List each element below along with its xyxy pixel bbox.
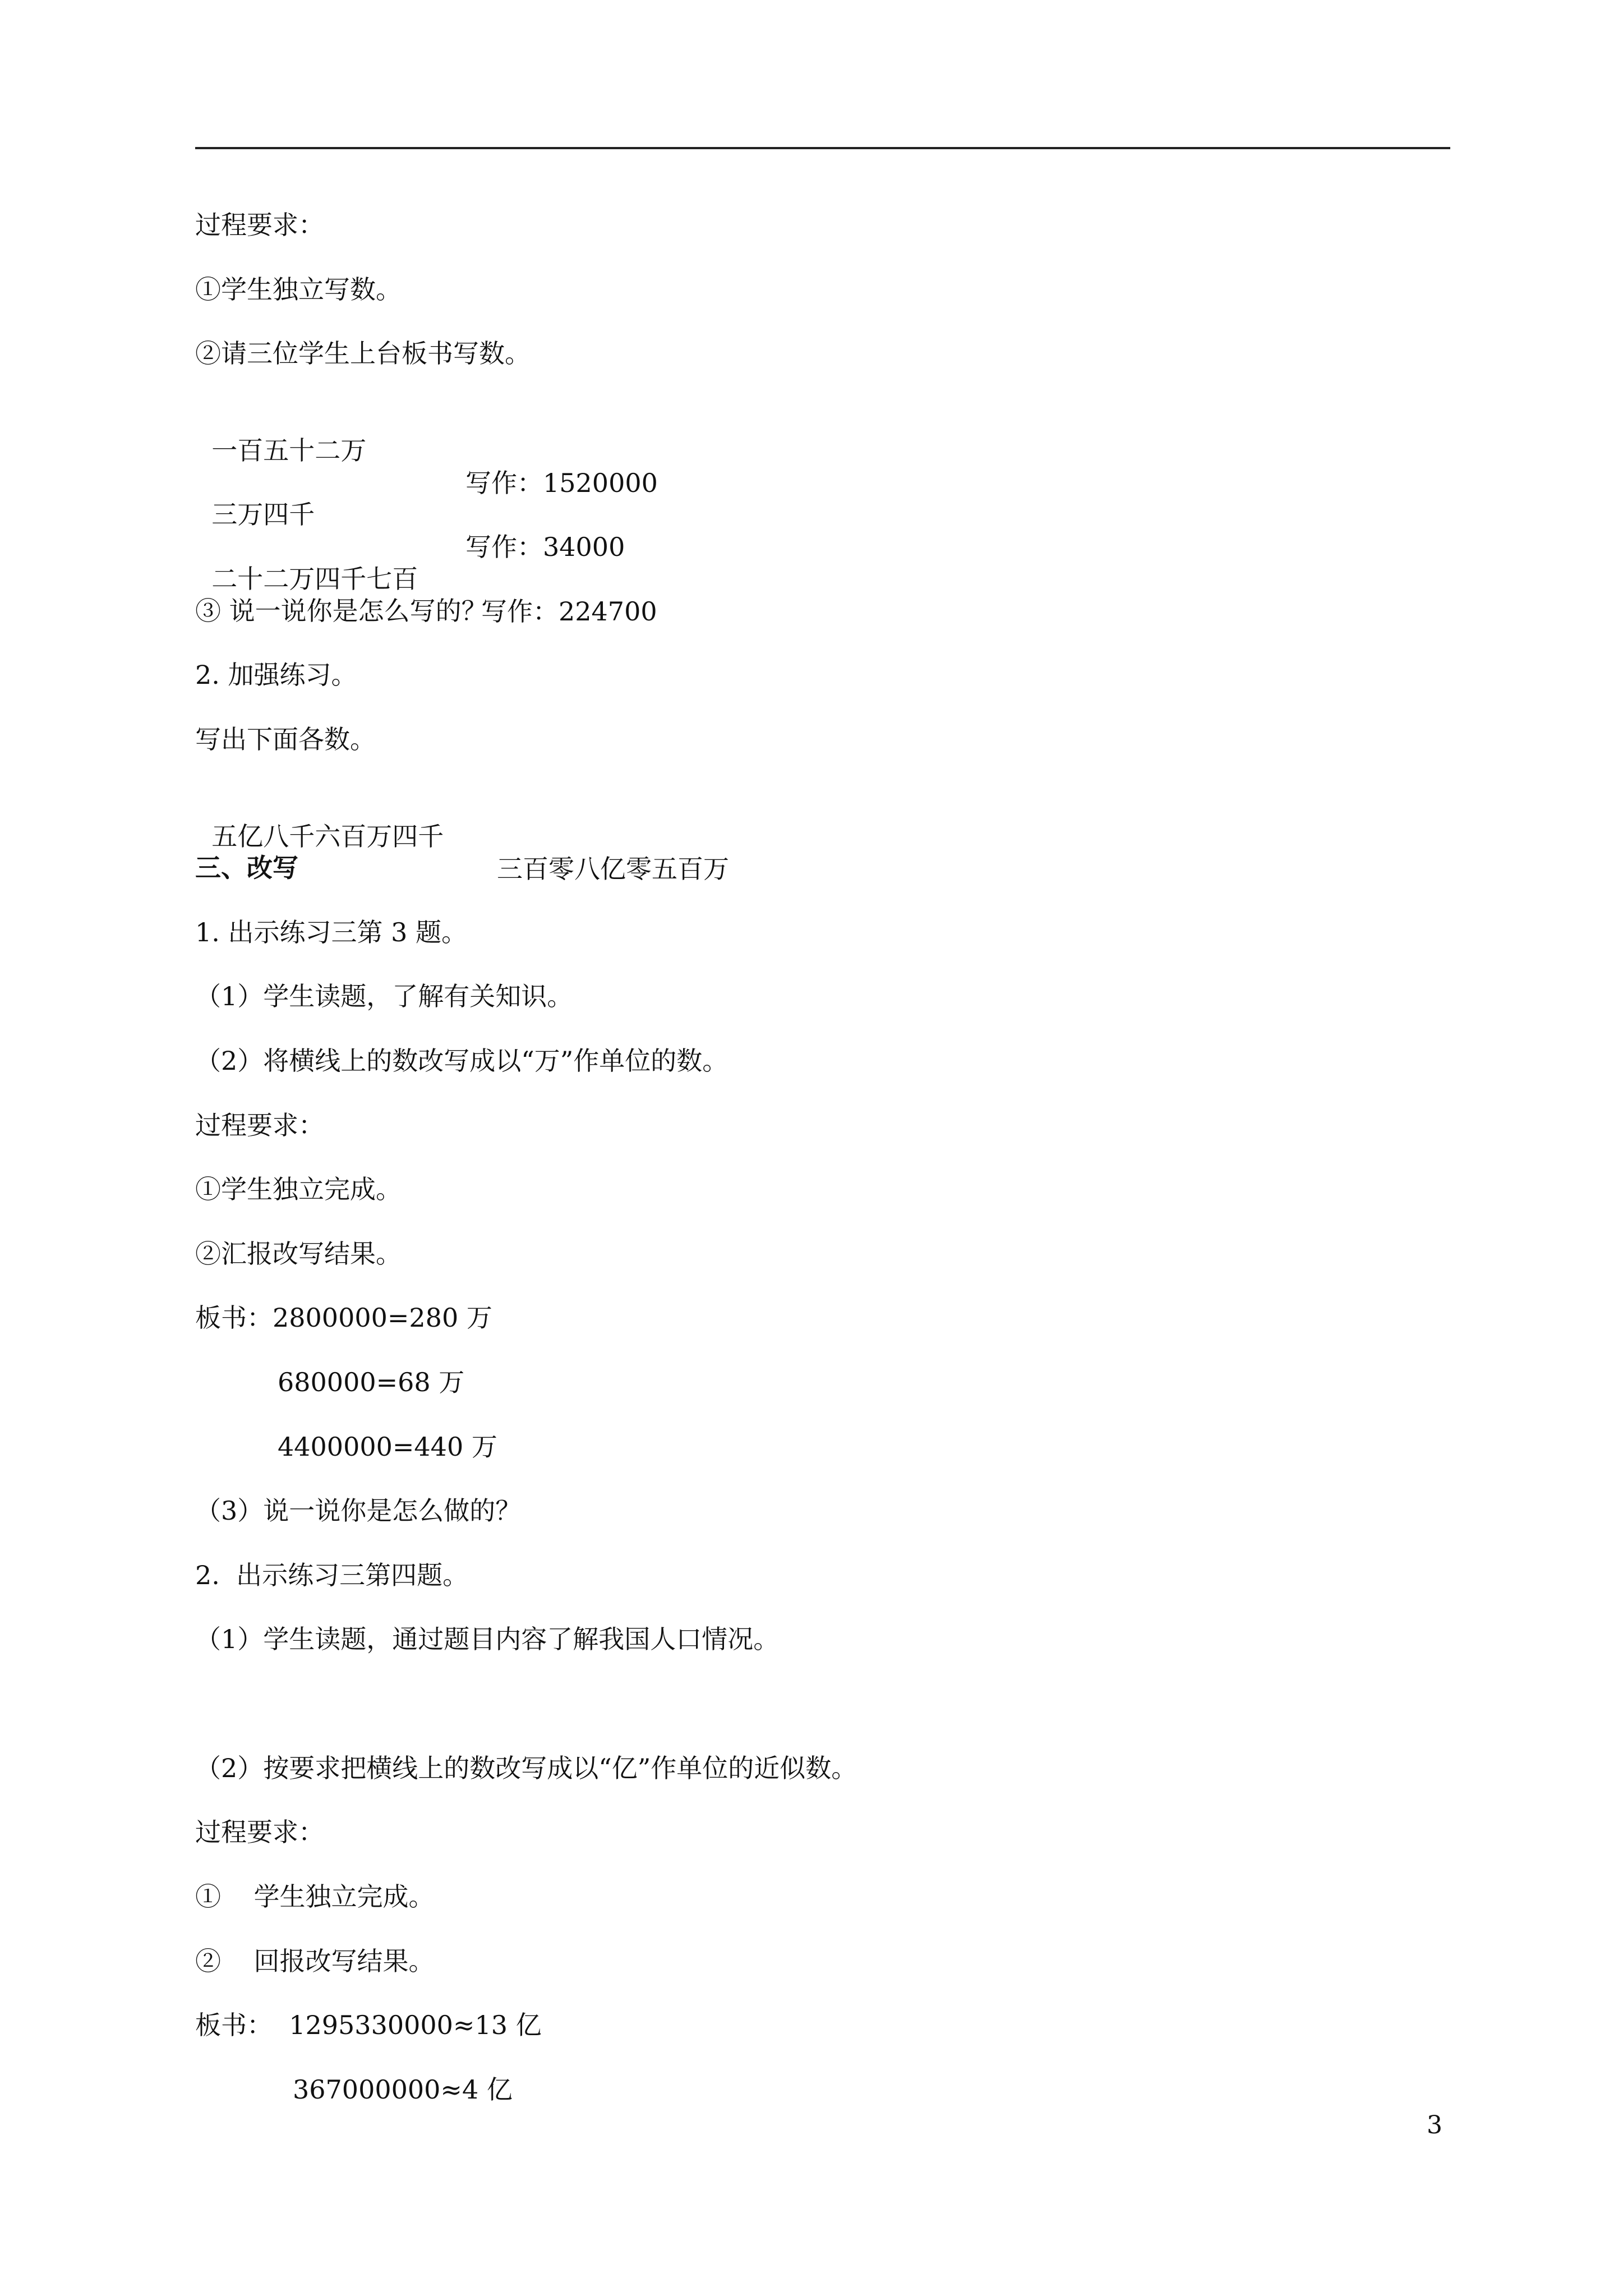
- substep-rewrite-wan: （2）将横线上的数改写成以“万”作单位的数。: [195, 1046, 728, 1076]
- number-written: 写作：224700: [481, 596, 657, 627]
- practice-instruction: 写出下面各数。: [195, 724, 376, 754]
- page-number: 3: [1427, 2111, 1442, 2139]
- substep-read-question: （1）学生读题，了解有关知识。: [195, 981, 573, 1011]
- step-independent-complete-2: ① 学生独立完成。: [195, 1881, 435, 1912]
- process-requirements-heading-3: 过程要求：: [195, 1817, 324, 1847]
- practice-number-1: 五亿八千六百万四千: [211, 821, 444, 852]
- substep-explain-method: （3）说一说你是怎么做的？: [195, 1496, 522, 1526]
- number-words: 一百五十二万: [211, 435, 367, 466]
- board-line-2: 680000=68 万: [278, 1367, 465, 1397]
- step-report-results-2: ② 回报改写结果。: [195, 1946, 435, 1976]
- step-independent-complete: ①学生独立完成。: [195, 1174, 402, 1204]
- exercise-3-heading: 1. 出示练习三第 3 题。: [195, 917, 468, 947]
- process-requirements-heading-2: 过程要求：: [195, 1110, 324, 1140]
- step-independent-write: ①学生独立写数。: [195, 274, 402, 305]
- step-report-results: ②汇报改写结果。: [195, 1239, 402, 1269]
- board-line-5: 367000000≈4 亿: [293, 2074, 513, 2105]
- section-heading-rewrite: 三、改写: [195, 853, 298, 883]
- substep-rewrite-yi: （2）按要求把横线上的数改写成以“亿”作单位的近似数。: [195, 1753, 857, 1783]
- step-board-write: ②请三位学生上台板书写数。: [195, 338, 531, 369]
- number-written: 写作：34000: [465, 532, 625, 562]
- step-explain-write: ③ 说一说你是怎么写的？: [195, 596, 487, 626]
- board-line-3: 4400000=440 万: [278, 1432, 497, 1462]
- board-line-4: 板书： 1295330000≈13 亿: [195, 2010, 542, 2040]
- practice-heading: 2. 加强练习。: [195, 660, 357, 690]
- exercise-4-heading: 2. 出示练习三第四题。: [195, 1560, 469, 1590]
- number-words: 二十二万四千七百: [211, 564, 418, 594]
- header-rule: [195, 147, 1450, 149]
- process-requirements-heading-1: 过程要求：: [195, 210, 324, 240]
- number-words: 三万四千: [211, 499, 315, 530]
- board-line-1: 板书：2800000=280 万: [195, 1303, 492, 1333]
- practice-number-2: 三百零八亿零五百万: [497, 854, 729, 884]
- number-written: 写作：1520000: [465, 468, 658, 498]
- substep-population: （1）学生读题，通过题目内容了解我国人口情况。: [195, 1624, 780, 1654]
